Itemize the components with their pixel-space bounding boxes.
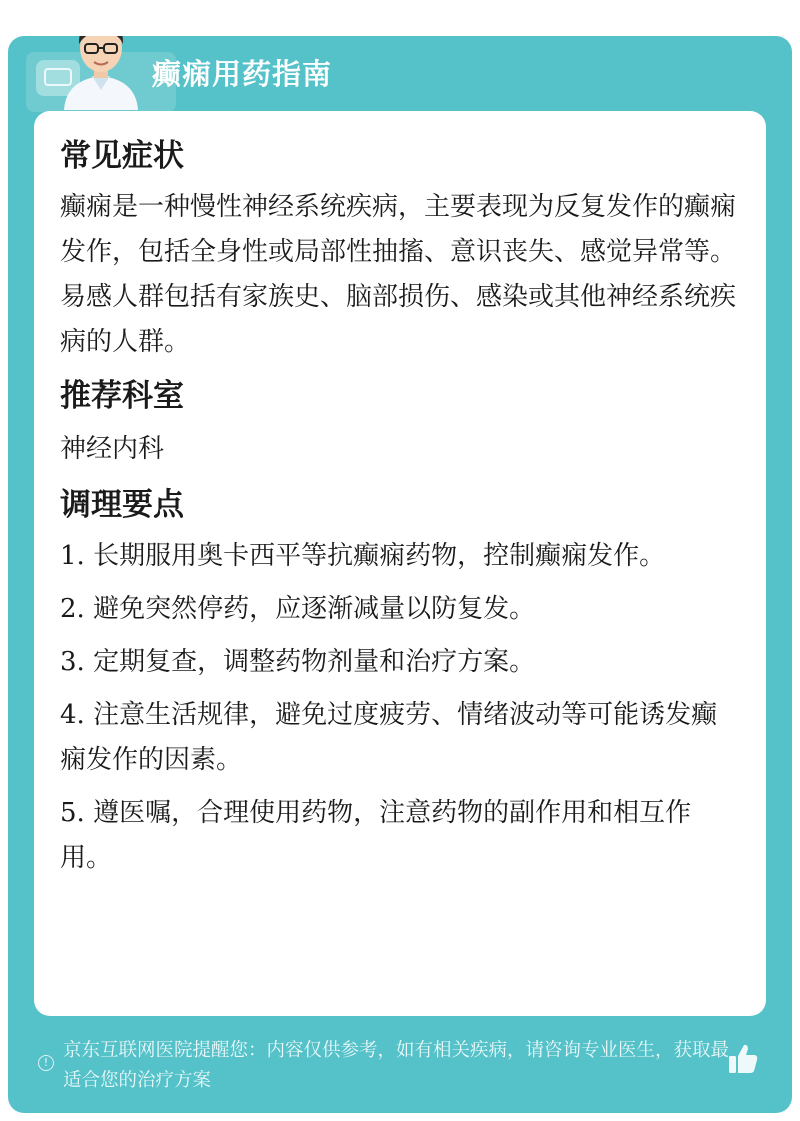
footer [8, 1028, 792, 1108]
info-icon: ! [38, 1055, 54, 1071]
section-title-care: 调理要点 [60, 487, 184, 523]
page-title: 癫痫用药指南 [152, 57, 333, 91]
guide-panel [8, 36, 792, 1113]
section-title-symptoms: 常见症状 [60, 138, 184, 174]
list-item: 4. 注意生活规律，避免过度疲劳、情绪波动等可能诱发癫痫发作的因素。 [60, 700, 718, 775]
doctor-avatar-icon [56, 36, 146, 110]
list-item: 3. 定期复查，调整药物剂量和治疗方案。 [60, 647, 536, 677]
care-list [60, 534, 740, 881]
content-card [34, 111, 766, 1016]
footer-disclaimer: 京东互联网医院提醒您：内容仅供参考，如有相关疾病，请咨询专业医生，获取最适合您的治疗方案 [63, 1040, 730, 1091]
thumbs-up-icon[interactable] [726, 1042, 760, 1076]
list-item: 5. 遵医嘱，合理使用药物，注意药物的副作用和相互作用。 [60, 798, 692, 873]
department-text: 神经内科 [60, 434, 165, 464]
list-item: 1. 长期服用奥卡西平等抗癫痫药物，控制癫痫发作。 [60, 541, 666, 571]
symptoms-text: 癫痫是一种慢性神经系统疾病，主要表现为反复发作的癫痫发作，包括全身性或局部性抽搐、意识丧失、感觉异常等。易感人群包括有家族史、脑部损伤、感染或其他神经系统疾病的人群。 [60, 192, 737, 357]
section-title-department: 推荐科室 [60, 378, 184, 414]
list-item: 2. 避免突然停药，应逐渐减量以防复发。 [60, 594, 536, 624]
